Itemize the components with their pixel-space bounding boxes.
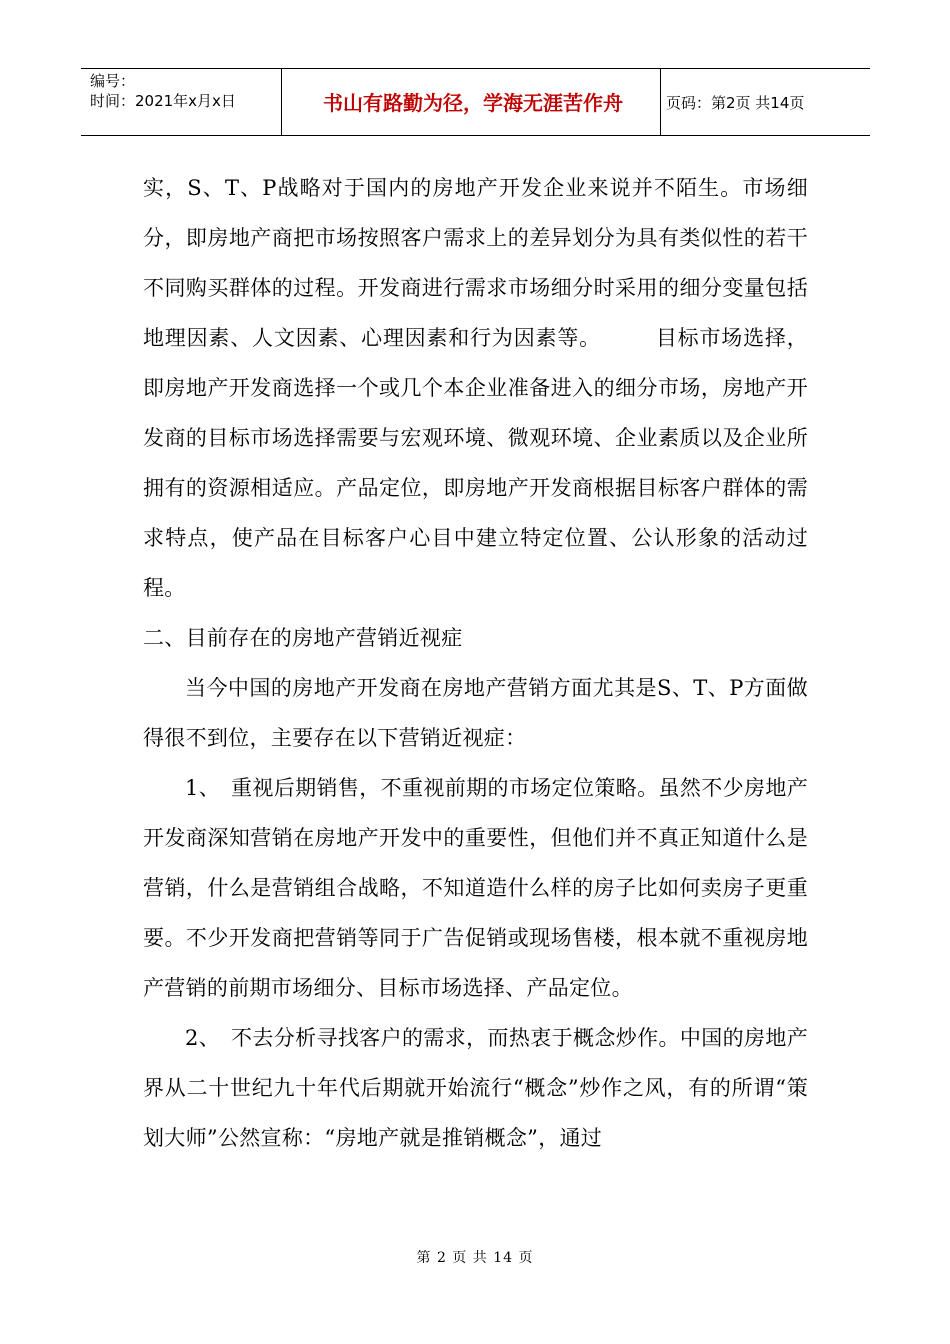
paragraph: 2、 不去分析寻找客户的需求，而热衷于概念炒作。中国的房地产界从二十世纪九十年代后期就开始流行“概念”炒作之风，有的所谓“策划大师”公然宣称：“房地产就是推销概念”，通过	[143, 1026, 808, 1150]
paragraph: 1、 重视后期销售，不重视前期的市场定位策略。虽然不少房地产开发商深知营销在房地产开发中的重要性，但他们并不真正知道什么是营销，什么是营销组合战略，不知道造什么样的房子比如何卖房子更重要。不少开发商把营销等同于广告促销或现场售楼，根本就不重视房地产营销的前期市场细分、目标市场选择、产品定位。	[143, 776, 808, 1000]
header-motto: 书山有路勤为径，学海无涯苦作舟	[323, 91, 623, 115]
header-meta	[90, 71, 236, 111]
document-date: 时间：2021年x月x日	[90, 92, 236, 110]
paragraph: 当今中国的房地产开发商在房地产营销方面尤其是S、T、P方面做得很不到位，主要存在以下营销近视症：	[143, 676, 808, 750]
header-top-rule	[81, 68, 870, 69]
document-number: 编号：	[90, 72, 136, 90]
section-heading: 二、目前存在的房地产营销近视症	[143, 626, 463, 650]
page-footer: 第 2 页 共 14 页	[416, 1250, 534, 1266]
header-divider-left	[281, 68, 282, 136]
paragraph: 实，S、T、P战略对于国内的房地产开发企业来说并不陌生。市场细分，即房地产商把市场按照客户需求上的差异划分为具有类似性的若干不同购买群体的过程。开发商进行需求市场细分时采用的细分变量包括地理因素、人文因素、心理因素和行为因素等。 目标市场选择，即房地产开发商选择一个或几个本企业准备进入的细分市场，房地产开发商的目标市场选择需要与宏观环境、微观环境、企业素质以及企业所拥有的资源相适应。产品定位，即房地产开发商根据目标客户群体的需求特点，使产品在目标客户心目中建立特定位置、公认形象的活动过程。	[143, 176, 808, 600]
page-header	[81, 68, 870, 136]
document-body	[143, 163, 808, 1163]
header-bottom-rule	[81, 135, 870, 136]
header-page-info: 页码：第2页 共14页	[666, 94, 805, 112]
